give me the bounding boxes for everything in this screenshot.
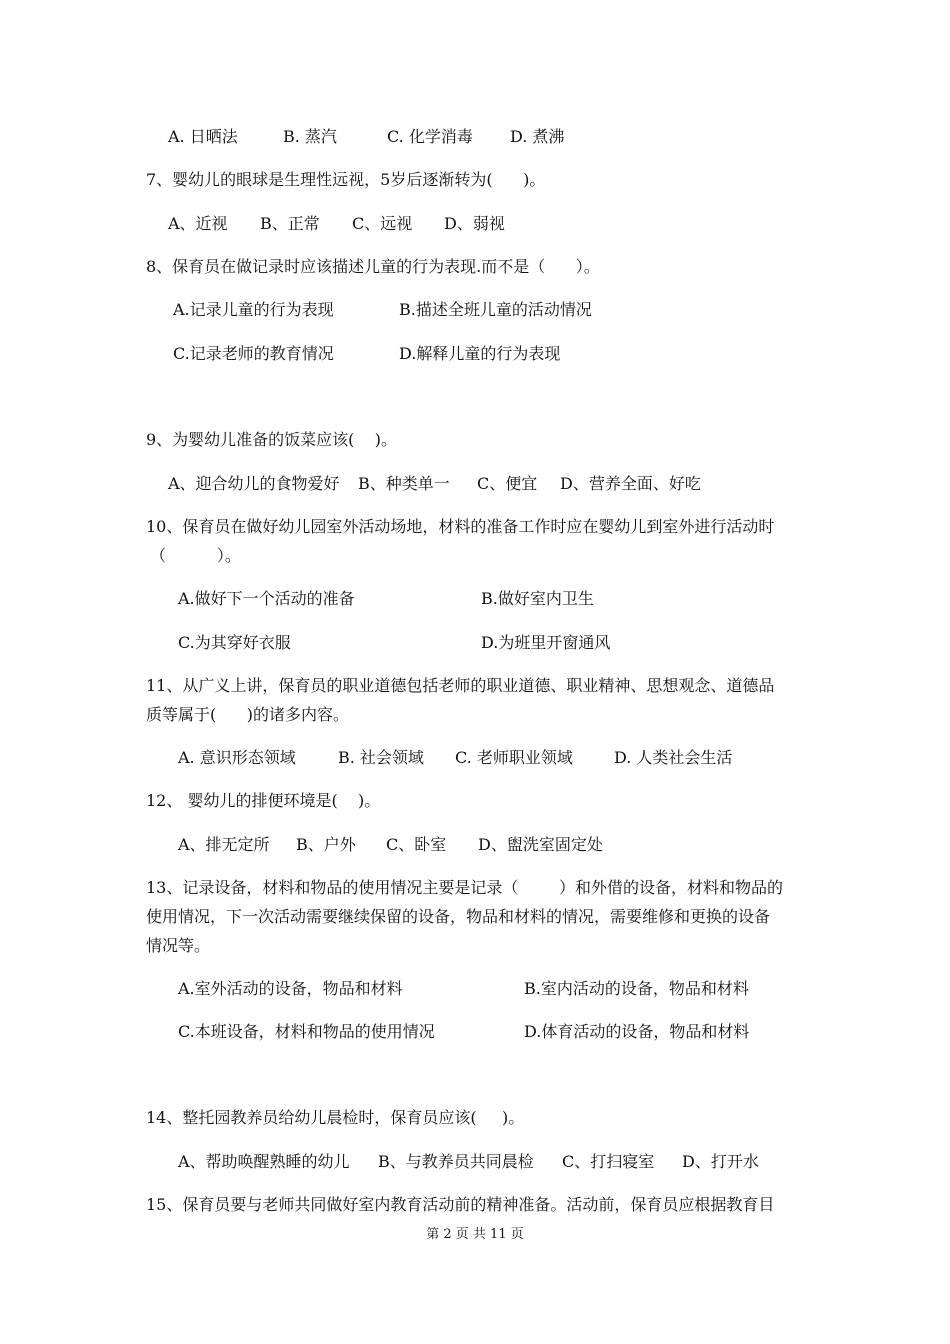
option-b: B、种类单一	[358, 474, 450, 493]
option-b: B.描述全班儿童的活动情况	[399, 300, 592, 319]
option-c: C、打扫寝室	[562, 1152, 655, 1171]
option-d: D、营养全面、好吃	[560, 474, 701, 493]
option-c: C. 老师职业领域	[455, 748, 573, 767]
option-d: D. 人类社会生活	[614, 748, 733, 767]
option-b: B. 蒸汽	[283, 127, 337, 146]
option-d: D.为班里开窗通风	[481, 633, 611, 652]
option-b: B. 社会领域	[338, 748, 424, 767]
option-b: B、正常	[260, 214, 320, 233]
option-b: B、户外	[296, 835, 356, 854]
question-8-stem: 8、保育员在做记录时应该描述儿童的行为表现.而不是（ ）。	[146, 257, 600, 276]
question-15-stem: 15、保育员要与老师共同做好室内教育活动前的精神准备。活动前，保育员应根据教育目	[146, 1195, 775, 1214]
question-10-stem-line-1: 10、保育员在做好幼儿园室外活动场地，材料的准备工作时应在婴幼儿到室外进行活动时	[146, 517, 775, 536]
option-c: C、卧室	[386, 835, 447, 854]
option-d: D、盥洗室固定处	[478, 835, 603, 854]
option-a: A、近视	[168, 214, 228, 233]
option-a: A、排无定所	[178, 835, 270, 854]
option-a: A.做好下一个活动的准备	[178, 589, 355, 608]
question-10-stem-line-2: （ ）。	[150, 546, 241, 565]
option-d: D、打开水	[682, 1152, 759, 1171]
question-13-stem-line-2: 使用情况，下一次活动需要继续保留的设备，物品和材料的情况，需要维修和更换的设备	[146, 907, 771, 926]
question-9-stem: 9、为婴幼儿准备的饭菜应该( )。	[146, 430, 398, 449]
option-b: B、与教养员共同晨检	[378, 1152, 534, 1171]
option-d: D、弱视	[444, 214, 505, 233]
question-11-stem-line-2: 质等属于( )的诸多内容。	[146, 705, 350, 724]
option-a: A. 意识形态领域	[178, 748, 296, 767]
page-footer: 第 2 页 共 11 页	[426, 1227, 524, 1242]
question-13-stem-line-1: 13、记录设备，材料和物品的使用情况主要是记录（ ）和外借的设备，材料和物品的	[146, 878, 784, 897]
option-d: D. 煮沸	[510, 127, 565, 146]
option-b: B.做好室内卫生	[481, 589, 594, 608]
option-b: B.室内活动的设备，物品和材料	[524, 979, 749, 998]
option-c: C、便宜	[477, 474, 538, 493]
option-a: A.记录儿童的行为表现	[173, 300, 334, 319]
question-12-stem: 12、 婴幼儿的排便环境是( )。	[146, 791, 381, 810]
option-a: A.室外活动的设备，物品和材料	[178, 979, 403, 998]
option-a: A、迎合幼儿的食物爱好	[168, 474, 340, 493]
option-a: A、帮助唤醒熟睡的幼儿	[178, 1152, 350, 1171]
question-14-stem: 14、整托园教养员给幼儿晨检时，保育员应该( )。	[146, 1108, 525, 1127]
question-7-stem: 7、婴幼儿的眼球是生理性远视，5岁后逐渐转为( )。	[146, 170, 546, 189]
option-c: C.记录老师的教育情况	[173, 344, 334, 363]
option-d: D.解释儿童的行为表现	[399, 344, 561, 363]
option-c: C、远视	[352, 214, 413, 233]
question-13-stem-line-3: 情况等。	[146, 936, 211, 955]
option-c: C.本班设备，材料和物品的使用情况	[178, 1022, 435, 1041]
question-11-stem-line-1: 11、从广义上讲，保育员的职业道德包括老师的职业道德、职业精神、思想观念、道德品	[146, 676, 775, 695]
option-c: C. 化学消毒	[387, 127, 473, 146]
option-c: C.为其穿好衣服	[178, 633, 291, 652]
option-d: D.体育活动的设备，物品和材料	[524, 1022, 750, 1041]
option-a: A. 日晒法	[168, 127, 238, 146]
